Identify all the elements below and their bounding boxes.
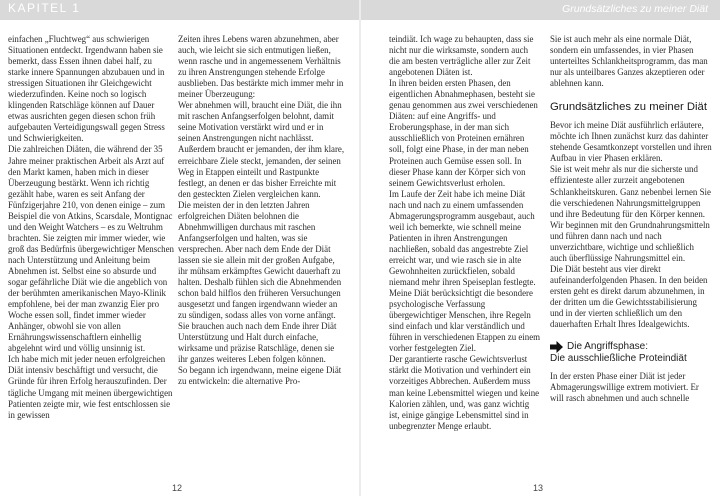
paragraph: Die Diät besteht aus vier direkt aufeinanderfolgenden Phasen. In den beiden ersten geht es direkt darum abzunehmen, in der dritten um die Gewichtsstabilisierung und in der vierten schließlich um den dauerhaften Erhalt Ihres Idealgewichts.	[550, 263, 708, 330]
arrow-right-icon	[550, 341, 563, 353]
paragraph: In der ersten Phase einer Diät ist jeder Abmagerungswillige extrem motiviert. Er will rasch abnehmen und auch schnelle	[550, 371, 699, 404]
subsection-heading-line2: Die ausschließliche Proteindiät	[550, 353, 687, 365]
paragraph: teindiät. Ich wage zu behaupten, dass sie nicht nur die wirksamste, sondern auch die am besten verträgliche aller zur Zeit angebotenen Diäten ist.	[389, 34, 534, 78]
subsection-heading-line1: Die Angriffsphase:	[567, 341, 648, 353]
paragraph: Wer abnehmen will, braucht eine Diät, die ihn mit raschen Anfangserfolgen belohnt, damit seine Motivation verstärkt wird und er in seinen Anstrengungen nicht nachlässt. Außerdem braucht er jemanden, der ihm klare, erreichbare Ziele steckt, jemanden, der seinen Weg in Etappen einteilt und Rastpunkte festlegt, an denen er das bisher Erreichte mit den gesteckten Zielen vergleichen kann.	[178, 100, 345, 199]
chapter-label: KAPITEL 1	[8, 1, 81, 15]
page-gutter	[359, 0, 361, 496]
paragraph: Die zahlreichen Diäten, die während der 35 Jahre meiner praktischen Arbeit als Arzt auf den Markt kamen, haben mich in dieser Überzeugung bestärkt. Wenn ich richtig gezählt habe, waren es seit Anfang der Fünfzigerjahre 210, von denen einige – zum Beispiel die von Atkins, Scarsdale, Montignac und den Weight Watchers – es zu Weltruhm brachten. Sie zeigten mir immer wieder, wie groß das Bedürfnis übergewichtiger Menschen nach Unterstützung und Anleitung beim Abnehmen ist. Selbst eine so absurde und sogar gefährliche Diät wie die angeblich von der berühmten amerikanischen Mayo-Klinik empfohlene, bei der man zwanzig Eier pro Woche essen soll, findet immer wieder Anhänger, obwohl sie von allen Ernährungswissenschaftlern einhellig abgelehnt wird und völlig unsinnig ist.	[8, 144, 174, 354]
subsection-heading	[550, 341, 712, 365]
section-heading: Grundsätzliches zu meiner Diät	[550, 101, 707, 114]
paragraph: Sie ist auch mehr als eine normale Diät, sondern ein umfassendes, in vier Phasen unterteiltes Schlankheitsprogramm, das man nur als unteilbares Ganzes akzeptieren oder ablehnen kann.	[550, 34, 708, 89]
paragraph: Die meisten der in den letzten Jahren erfolgreichen Diäten belohnen die Abnehmwilligen durchaus mit raschen Anfangserfolgen und halten, was sie versprechen. Aber nach dem Ende der Diät lassen sie sie allein mit der großen Aufgabe, ihr mühsam erkämpftes Gewicht dauerhaft zu halten. Deshalb fühlen sich die Abnehmenden schon bald hilflos den früheren Versuchungen ausgesetzt und fangen irgendwann wieder an zu sündigen, sodass alles von vorne anfängt. Sie brauchen auch nach dem Ende ihrer Diät Unterstützung und Halt durch einfache, wirksame und präzise Ratschläge, denen sie ihr ganzes weiteres Leben folgen können.	[178, 199, 342, 365]
paragraph: Im Laufe der Zeit habe ich meine Diät nach und nach zu einem umfassenden Abmagerungsprogramm ausgebaut, auch weil ich bemerkte, wie schnell meine Patienten in ihren Anstrengungen nachließen, sobald das angestrebte Ziel erreicht war, und wie rasch sie in alte Gewohnheiten zurückfielen, sobald niemand mehr ihren Speiseplan festlegte. Meine Diät berücksichtigt die besondere psychologische Verfassung übergewichtiger Menschen, ihre Regeln sind einfach und klar verständlich und führen in verschiedenen Etappen zu einem vorher festgelegten Ziel.	[389, 188, 541, 354]
paragraph: einfachen „Fluchtweg“ aus schwierigen Situationen entdeckt. Irgendwann haben sie bemerkt, dass Essen ihnen dabei half, zu starke innere Spannungen abzubauen und in stressigen Situationen ihr Gleichgewicht wiederzufinden. Keine noch so logisch klingenden Ratschläge können auf Dauer etwas ausrichten gegen diesen schon früh aufgebauten Verteidigungswall gegen Stress und Schwierigkeiten.	[8, 34, 165, 144]
left-page-column-2	[178, 34, 346, 388]
right-page-column-2	[550, 34, 712, 404]
paragraph: In ihren beiden ersten Phasen, den eigentlichen Abnahmephasen, besteht sie genau genommen aus zwei verschiedenen Diäten: auf eine Angriffs- und Eroberungsphase, in der man sich ausschließlich von Proteinen ernähren soll, folgt eine Phase, in der man neben Proteinen auch Gemüse essen soll. In dieser Phase kann der Körper sich von seinem Gewichtsverlust erholen.	[389, 78, 538, 188]
paragraph: Ich habe mich mit jeder neuen erfolgreichen Diät intensiv beschäftigt und versucht, die Gründe für ihren Erfolg herauszufinden. Der tägliche Umgang mit meinen übergewichtigen Patienten zeigte mir, wie fest entschlossen sie in gewissen	[8, 354, 173, 420]
page-number-right: 13	[533, 483, 544, 493]
paragraph: So begann ich irgendwann, meine eigene Diät zu entwickeln: die alternative Pro-	[178, 365, 342, 387]
paragraph: Zeiten ihres Lebens waren abzunehmen, aber auch, wie leicht sie sich entmutigen ließen, wenn rasche und in angemessenem Verhältnis zu ihren Anstrengungen stehende Erfolge ausblieben. Das bestärkte mich immer mehr in meiner Überzeugung:	[178, 34, 344, 100]
paragraph: Sie ist weit mehr als nur die sicherste und effizienteste aller zurzeit angebotenen Schlankheitskuren. Ganz nebenbei lernen Sie die verschiedenen Nahrungsmittelgruppen und ihre Bedeutung für den Körper kennen. Wir beginnen mit den Grundnahrungsmitteln und führen dann nach und nach unverzichtbare, wichtige und schließlich auch überflüssige Nahrungsmittel ein.	[550, 164, 711, 263]
left-page-column-1	[8, 34, 174, 421]
paragraph: Bevor ich meine Diät ausführlich erläutere, möchte ich Ihnen zunächst kurz das dahinter stehende Gesamtkonzept vorstellen und ihren Aufbau in vier Phasen erklären.	[550, 120, 712, 164]
paragraph: Der garantierte rasche Gewichtsverlust stärkt die Motivation und verhindert ein vorzeitiges Abbrechen. Außerdem muss man keine Lebensmittel wiegen und keine Kalorien zählen, und, was ganz wichtig ist, einige gängige Lebensmittel sind in unbegrenzter Menge erlaubt.	[389, 354, 540, 431]
right-page-column-1	[389, 34, 541, 432]
page-number-left: 12	[172, 483, 183, 493]
running-title: Grundsätzliches zu meiner Diät	[562, 3, 708, 15]
